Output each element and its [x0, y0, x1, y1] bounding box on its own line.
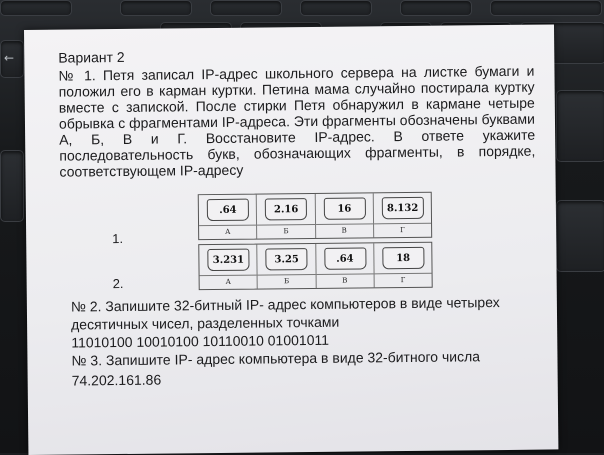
- key-left-mid: [0, 150, 24, 222]
- fragment-letter: А: [199, 225, 256, 239]
- variant-title: Вариант 2: [58, 48, 125, 66]
- task-3-text: № 3. Запишите IP- адрес компьютера в виде 32-битного числа: [71, 348, 481, 369]
- fragment-letter: Б: [257, 224, 314, 238]
- task-2-text: № 2. Запишите 32-битный IP- адрес компьютеров в виде четырех десятичных чисел, разделенных точками: [70, 294, 500, 333]
- fragment-row-2: [198, 242, 432, 290]
- fragment-b: [257, 194, 316, 239]
- binary-address: 11010100 10010100 10110010 01001011: [71, 331, 330, 351]
- fragment-value: 16: [323, 197, 365, 219]
- fragment-value: .64: [324, 247, 366, 269]
- fragment-letter: Г: [374, 273, 431, 287]
- fragment-value: .64: [207, 199, 249, 221]
- arrow-left-icon: ←: [4, 51, 15, 65]
- ip-address: 74.202.161.86: [71, 371, 162, 389]
- fragment-g: [373, 193, 431, 238]
- key-top-left: [0, 0, 72, 16]
- fragment-a: [199, 195, 258, 240]
- fragment-value: 3.25: [266, 248, 308, 270]
- fragment-v: [315, 193, 374, 238]
- key-top-6: [490, 0, 602, 16]
- key-top-5: [400, 0, 472, 16]
- fragment-value: 18: [382, 247, 424, 269]
- arrow-left-key: [0, 40, 24, 78]
- fragment-letter: А: [200, 275, 257, 289]
- key-right-low: [556, 200, 604, 272]
- fragment-value: 2.16: [265, 198, 307, 220]
- task-1-text: № 1. Петя записал IP-адрес школьного сервера на листке бумаги и положил его в карман куртки. Петина мама случайно постирала куртку вместе с запиской. После стирки Петя обнаружил в кармане четыре обрывка с фрагментами IP-адреса. Эти фрагменты обозначены буквами А, Б, В и Г. Восстановите IP-адрес. В ответе укажите последовательность букв, обозначающих фрагменты, в порядке, соответствующем IP-адресу: [58, 62, 536, 180]
- fragment-letter: Б: [258, 274, 315, 288]
- row-2-number: 2.: [112, 275, 124, 292]
- fragment-v: [316, 243, 375, 288]
- key-top-4: [300, 0, 372, 16]
- key-top-2: [120, 0, 192, 16]
- fragment-g: [374, 243, 432, 288]
- fragment-row-1: [198, 192, 432, 240]
- fragment-letter: Г: [374, 223, 431, 237]
- fragment-value: 3.231: [207, 249, 249, 271]
- fragment-letter: В: [316, 273, 373, 287]
- fragment-letter: В: [316, 223, 373, 237]
- fragment-b: [258, 244, 317, 289]
- row-1-number: 1.: [112, 230, 124, 247]
- paper-sheet: [24, 24, 558, 455]
- key-top-3: [210, 0, 282, 16]
- fragment-a: [199, 245, 258, 290]
- fragment-value: 8.132: [382, 197, 424, 219]
- key-right-mid: [556, 90, 604, 162]
